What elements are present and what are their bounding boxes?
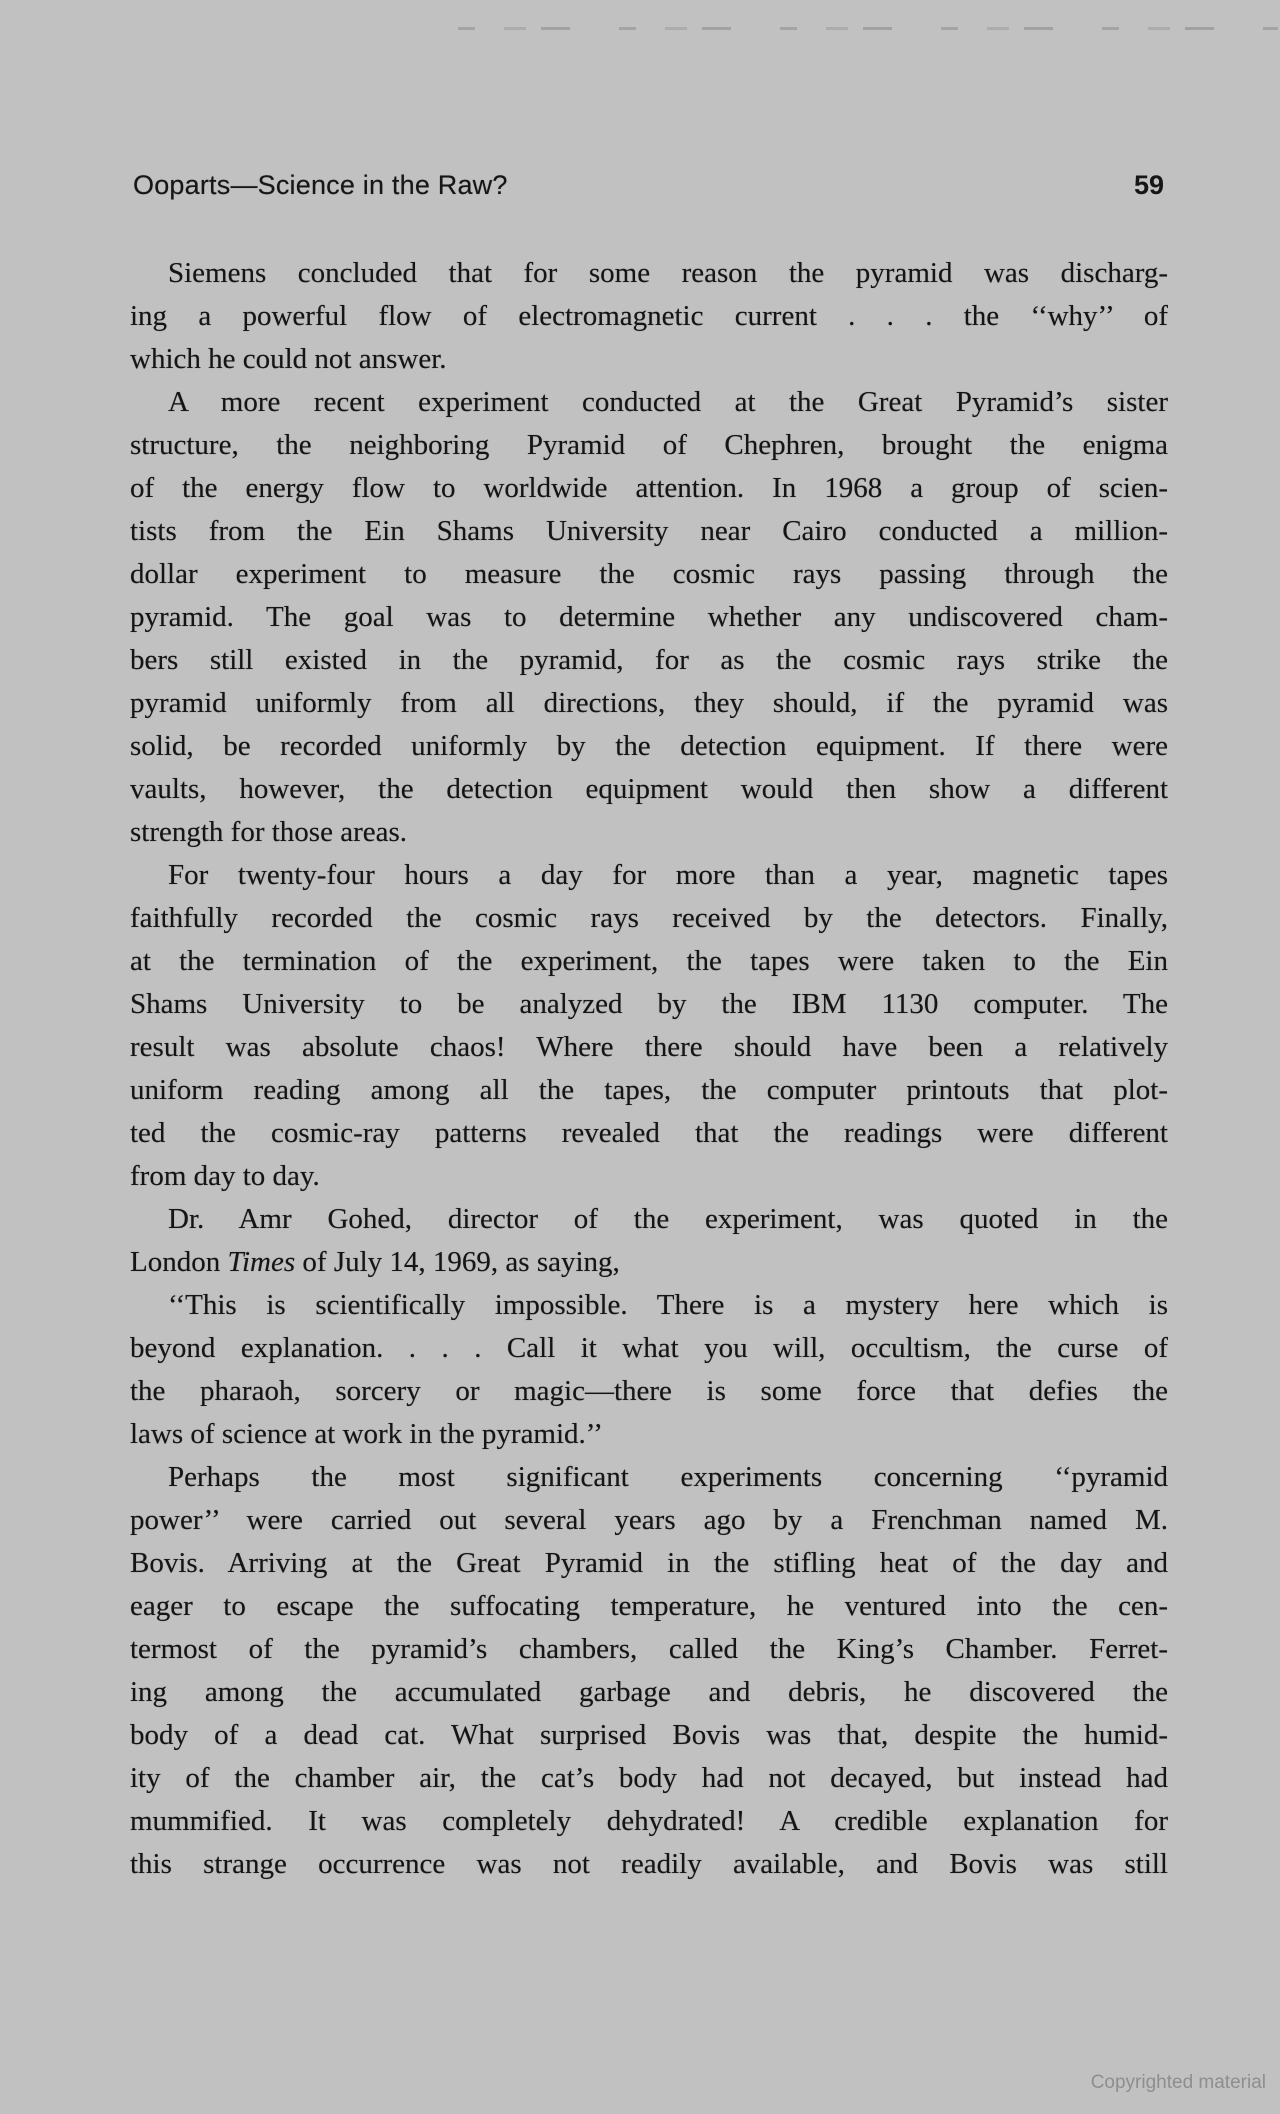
text-line: faithfully recorded the cosmic rays received by the detectors. Finally, bbox=[130, 902, 1168, 934]
text-line: vaults, however, the detection equipment would then show a different bbox=[130, 773, 1168, 805]
text-line: Dr. Amr Gohed, director of the experiment, was quoted in the bbox=[168, 1203, 1168, 1235]
text-line: structure, the neighboring Pyramid of Chephren, brought the enigma bbox=[130, 429, 1168, 461]
text-segment: of July 14, 1969, as saying, bbox=[295, 1246, 620, 1278]
page-body bbox=[130, 252, 1168, 1886]
text-line: this strange occurrence was not readily available, and Bovis was still bbox=[130, 1848, 1168, 1880]
text-line: uniform reading among all the tapes, the computer printouts that plot- bbox=[130, 1074, 1168, 1106]
text-line: A more recent experiment conducted at the Great Pyramid’s sister bbox=[168, 386, 1168, 418]
text-line: For twenty-four hours a day for more than a year, magnetic tapes bbox=[168, 859, 1168, 891]
text-line: at the termination of the experiment, the tapes were taken to the Ein bbox=[130, 945, 1168, 977]
text-line: ing a powerful flow of electromagnetic current . . . the ‘‘why’’ of bbox=[130, 300, 1168, 332]
text-line: bers still existed in the pyramid, for as the cosmic rays strike the bbox=[130, 644, 1168, 676]
text-line: Bovis. Arriving at the Great Pyramid in the stifling heat of the day and bbox=[130, 1547, 1168, 1579]
paragraph bbox=[130, 1456, 1168, 1886]
text-line: of the energy flow to worldwide attention. In 1968 a group of scien- bbox=[130, 472, 1168, 504]
text-line: body of a dead cat. What surprised Bovis was that, despite the humid- bbox=[130, 1719, 1168, 1751]
scan-artifact-dashes bbox=[458, 27, 1278, 30]
running-head-title: Ooparts—Science in the Raw? bbox=[133, 170, 508, 200]
text-line: dollar experiment to measure the cosmic rays passing through the bbox=[130, 558, 1168, 590]
text-line bbox=[130, 1241, 1168, 1284]
text-line: laws of science at work in the pyramid.’’ bbox=[130, 1418, 603, 1450]
running-head bbox=[133, 170, 1164, 201]
text-line: ing among the accumulated garbage and debris, he discovered the bbox=[130, 1676, 1168, 1708]
paragraph bbox=[130, 1284, 1168, 1456]
text-line: ity of the chamber air, the cat’s body had not decayed, but instead had bbox=[130, 1762, 1168, 1794]
text-line: termost of the pyramid’s chambers, called the King’s Chamber. Ferret- bbox=[130, 1633, 1168, 1665]
text-line: pyramid. The goal was to determine whether any undiscovered cham- bbox=[130, 601, 1168, 633]
paragraph bbox=[130, 252, 1168, 381]
text-line: result was absolute chaos! Where there should have been a relatively bbox=[130, 1031, 1168, 1063]
text-line: ‘‘This is scientifically impossible. There is a mystery here which is bbox=[168, 1289, 1168, 1321]
italic-text: Times bbox=[227, 1246, 296, 1278]
text-line: eager to escape the suffocating temperature, he ventured into the cen- bbox=[130, 1590, 1168, 1622]
paragraph bbox=[130, 1198, 1168, 1284]
text-line: the pharaoh, sorcery or magic—there is some force that defies the bbox=[130, 1375, 1168, 1407]
text-segment: London bbox=[130, 1246, 228, 1278]
text-line: beyond explanation. . . . Call it what you will, occultism, the curse of bbox=[130, 1332, 1168, 1364]
text-line: Siemens concluded that for some reason the pyramid was discharg- bbox=[168, 257, 1168, 289]
paragraph bbox=[130, 854, 1168, 1198]
page-number: 59 bbox=[1133, 170, 1164, 200]
text-line: ted the cosmic-ray patterns revealed that the readings were different bbox=[130, 1117, 1168, 1149]
paragraph bbox=[130, 381, 1168, 854]
text-line: Shams University to be analyzed by the IBM 1130 computer. The bbox=[130, 988, 1168, 1020]
text-line: from day to day. bbox=[130, 1160, 320, 1192]
copyright-notice: Copyrighted material bbox=[1090, 2072, 1266, 2093]
text-line: which he could not answer. bbox=[130, 343, 447, 375]
text-line: Perhaps the most significant experiments concerning ‘‘pyramid bbox=[168, 1461, 1168, 1493]
text-line: solid, be recorded uniformly by the detection equipment. If there were bbox=[130, 730, 1168, 762]
text-line: power’’ were carried out several years ago by a Frenchman named M. bbox=[130, 1504, 1168, 1536]
text-line: mummified. It was completely dehydrated! A credible explanation for bbox=[130, 1805, 1168, 1837]
text-line: tists from the Ein Shams University near Cairo conducted a million- bbox=[130, 515, 1168, 547]
text-line: strength for those areas. bbox=[130, 816, 408, 848]
text-line: pyramid uniformly from all directions, they should, if the pyramid was bbox=[130, 687, 1168, 719]
